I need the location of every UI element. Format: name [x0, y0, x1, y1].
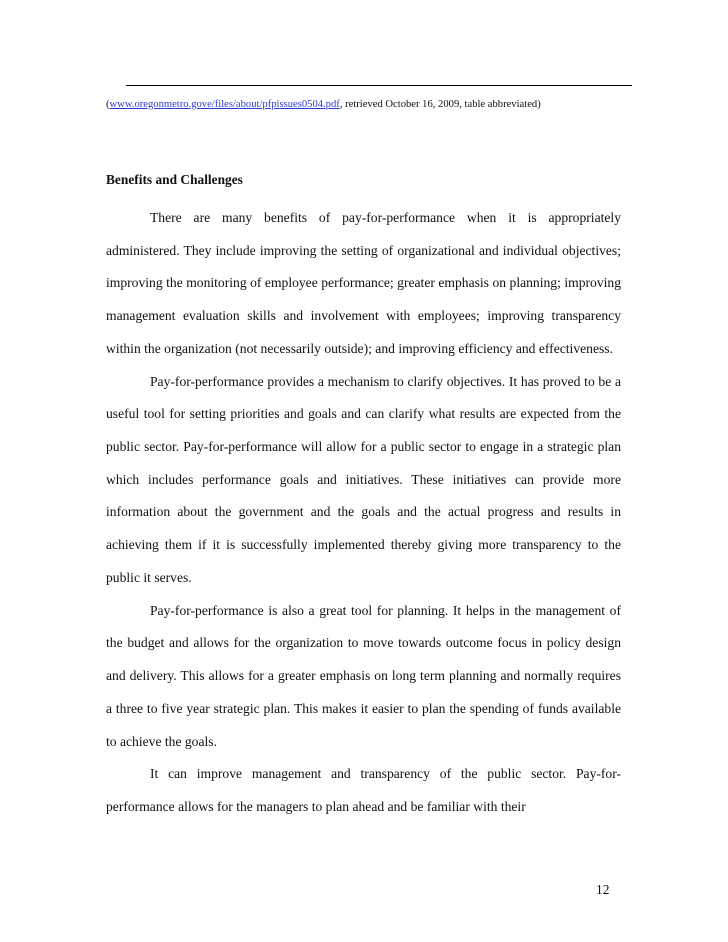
paragraph-management: It can improve management and transparency of the public sector. Pay-for-performance allows for the managers to plan ahead and be familiar with their [106, 766, 621, 814]
page-number: 12 [596, 882, 610, 897]
section-heading: Benefits and Challenges [106, 172, 243, 187]
source-citation [106, 98, 626, 112]
body-text [106, 202, 621, 824]
paragraph-clarify-objectives: Pay-for-performance provides a mechanism to clarify objectives. It has proved to be a useful tool for setting priorities and goals and can clarify what results are expected from the public sector. Pay-for-performance will allow for a public sector to engage in a strategic plan which includes performance goals and initiatives. These initiatives can provide more information about the government and the goals and the actual progress and results in achieving them if it is successfully implemented thereby giving more transparency to the public it serves. [106, 373, 621, 585]
paragraph-benefits: There are many benefits of pay-for-performance when it is appropriately administered. They include improving the setting of organizational and individual objectives; improving the monitoring of employee performance; greater emphasis on planning; improving management evaluation skills and involvement with employees; improving transparency within the organization (not necessarily outside); and improving efficiency and effectiveness. [106, 210, 621, 356]
source-url-link[interactable]: www.oregonmetro.gove/files/about/pfpissues0504.pdf [109, 99, 340, 110]
citation-open-paren: ( [106, 99, 110, 110]
citation-suffix: , retrieved October 16, 2009, table abbreviated) [339, 99, 541, 110]
footnote-separator-rule [126, 85, 632, 86]
paragraph-planning: Pay-for-performance is also a great tool for planning. It helps in the management of the budget and allows for the organization to move towards outcome focus in policy design and delivery. This allows for a greater emphasis on long term planning and normally requires a three to five year strategic plan. This makes it easier to plan the spending of funds available to achieve the goals. [106, 602, 621, 749]
